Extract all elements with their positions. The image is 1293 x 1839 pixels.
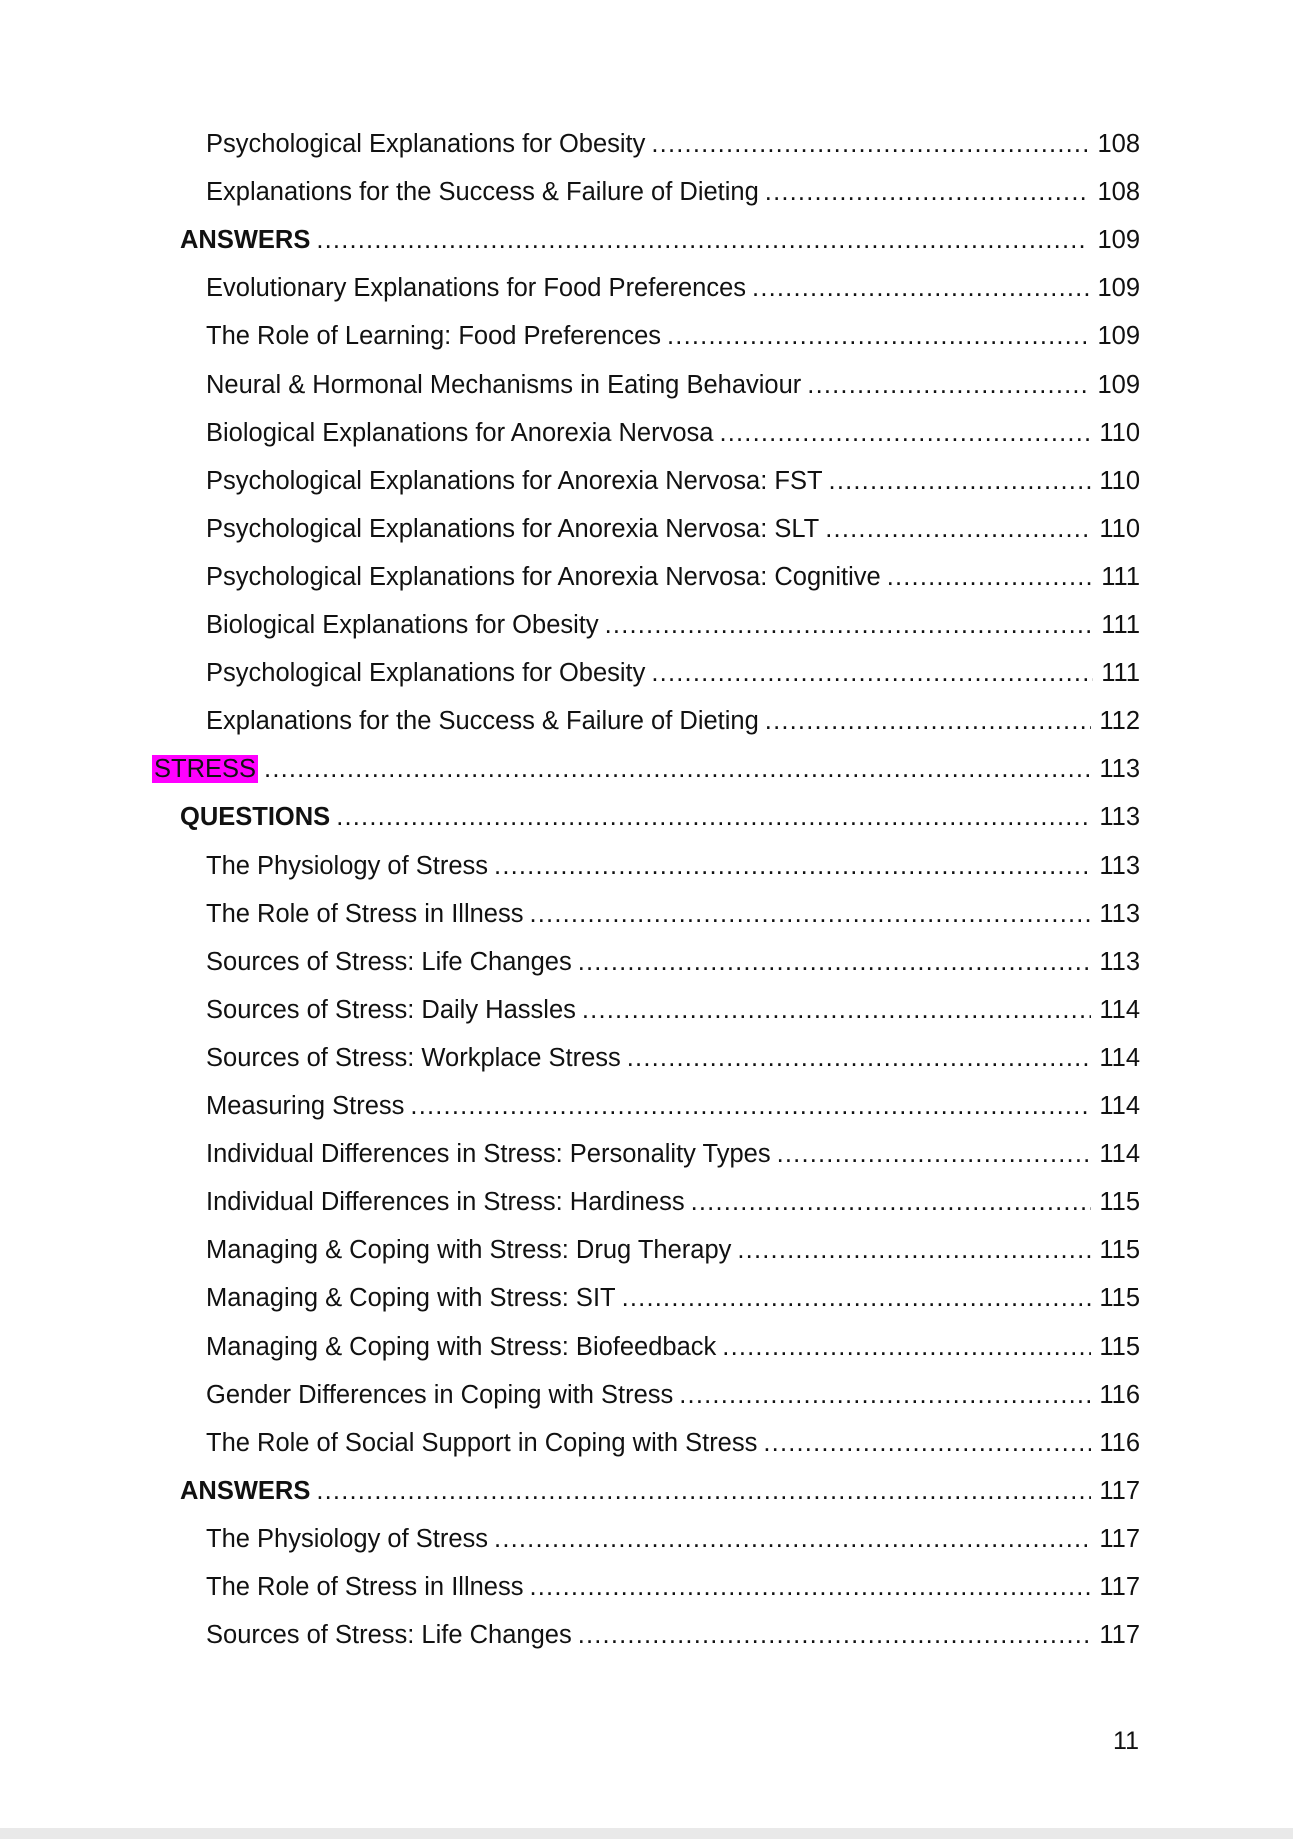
dot-leader — [722, 1327, 1091, 1367]
toc-entry-title: Managing & Coping with Stress: Drug Therapy — [206, 1236, 732, 1265]
toc-entry-title: Sources of Stress: Workplace Stress — [206, 1043, 621, 1072]
toc-entry[interactable] — [206, 1038, 1140, 1078]
toc-entry[interactable] — [180, 1471, 1140, 1511]
toc-entry[interactable] — [206, 413, 1140, 453]
toc-entry-page-number: 117 — [1099, 1476, 1140, 1505]
toc-entry-title: Psychological Explanations for Obesity — [206, 130, 646, 158]
toc-entry-title: Managing & Coping with Stress: Biofeedback — [206, 1332, 717, 1361]
toc-entry-page-number: 115 — [1099, 1284, 1140, 1313]
toc-entry-page-number: 114 — [1099, 1092, 1140, 1120]
toc-entry[interactable] — [154, 749, 1140, 789]
dot-leader — [316, 1471, 1091, 1511]
toc-entry-page-number: 117 — [1099, 1573, 1140, 1601]
toc-entry-title: Sources of Stress: Daily Hassles — [206, 995, 576, 1024]
toc-entry-page-number: 109 — [1097, 226, 1140, 255]
toc-entry-page-number: 113 — [1099, 947, 1140, 976]
toc-entry-title: Individual Differences in Stress: Personality Types — [206, 1140, 771, 1169]
dot-leader — [605, 605, 1094, 645]
toc-entry-page-number: 108 — [1097, 130, 1140, 158]
toc-entry[interactable] — [206, 557, 1140, 597]
dot-leader — [667, 316, 1089, 356]
dot-leader — [887, 557, 1094, 597]
toc-entry-page-number: 115 — [1099, 1188, 1140, 1217]
dot-leader — [494, 846, 1091, 886]
toc-entry[interactable] — [206, 894, 1140, 934]
toc-entry-page-number: 111 — [1101, 659, 1140, 688]
dot-leader — [691, 1182, 1092, 1222]
toc-entry-title: Psychological Explanations for Anorexia Nervosa: Cognitive — [206, 562, 881, 591]
dot-leader — [777, 1134, 1092, 1174]
toc-entry-title: The Physiology of Stress — [206, 1524, 489, 1553]
dot-leader — [494, 1519, 1091, 1559]
toc-entry[interactable] — [206, 701, 1140, 741]
toc-entry-page-number: 112 — [1099, 707, 1140, 736]
toc-entry-page-number: 110 — [1099, 418, 1140, 447]
toc-entry[interactable] — [206, 1567, 1140, 1607]
toc-entry[interactable] — [206, 1519, 1140, 1559]
toc-entry-title: Individual Differences in Stress: Hardiness — [206, 1188, 685, 1217]
dot-leader — [679, 1375, 1091, 1415]
toc-entry-title: The Role of Social Support in Coping with Stress — [206, 1428, 758, 1457]
toc-entry[interactable] — [206, 316, 1140, 356]
toc-entry-title: ANSWERS — [180, 1476, 311, 1505]
toc-entry[interactable] — [206, 605, 1140, 645]
toc-entry-title: Sources of Stress: Life Changes — [206, 1621, 572, 1650]
dot-leader — [765, 172, 1090, 212]
toc-entry[interactable] — [206, 846, 1140, 886]
toc-entry-page-number: 109 — [1097, 274, 1140, 303]
toc-entry-title: Biological Explanations for Anorexia Nervosa — [206, 418, 714, 447]
dot-leader — [622, 1278, 1092, 1318]
toc-entry-page-number: 108 — [1097, 178, 1140, 207]
toc-entry-page-number: 113 — [1099, 803, 1140, 832]
toc-entry[interactable] — [206, 1278, 1140, 1318]
dot-leader — [651, 653, 1093, 693]
toc-entry[interactable] — [206, 1327, 1140, 1367]
toc-entry-title: Explanations for the Success & Failure of Dieting — [206, 707, 759, 736]
toc-entry-page-number: 111 — [1101, 611, 1140, 639]
toc-entry-title: Neural & Hormonal Mechanisms in Eating Behaviour — [206, 370, 802, 399]
toc-entry-title: The Role of Stress in Illness — [206, 1573, 524, 1601]
toc-entry-page-number: 113 — [1099, 755, 1140, 784]
toc-entry[interactable] — [206, 461, 1140, 501]
page-number: 11 — [1113, 1727, 1139, 1755]
toc-entry-title: Managing & Coping with Stress: SIT — [206, 1284, 616, 1313]
toc-entry[interactable] — [206, 1423, 1140, 1463]
toc-entry[interactable] — [206, 124, 1140, 164]
dot-leader — [719, 413, 1091, 453]
toc-entry-page-number: 114 — [1099, 1043, 1140, 1072]
dot-leader — [763, 1423, 1091, 1463]
dot-leader — [578, 1615, 1092, 1655]
toc-entry-title: Biological Explanations for Obesity — [206, 611, 599, 639]
toc-entry-page-number: 116 — [1099, 1428, 1140, 1457]
toc-entry[interactable] — [206, 1134, 1140, 1174]
toc-entry-page-number: 114 — [1099, 1140, 1140, 1169]
dot-leader — [765, 701, 1092, 741]
dot-leader — [807, 365, 1089, 405]
toc-entry-page-number: 109 — [1097, 370, 1140, 399]
toc-entry-title: The Role of Stress in Illness — [206, 899, 524, 928]
toc-entry-title: Sources of Stress: Life Changes — [206, 947, 572, 976]
toc-entry[interactable] — [180, 797, 1140, 837]
toc-entry-page-number: 109 — [1097, 322, 1140, 351]
toc-entry[interactable] — [206, 1086, 1140, 1126]
viewer-bottom-bar — [0, 1828, 1293, 1839]
toc-entry-page-number: 113 — [1099, 899, 1140, 928]
toc-entry[interactable] — [206, 365, 1140, 405]
toc-entry-title: ANSWERS — [180, 226, 311, 255]
dot-leader — [578, 942, 1092, 982]
toc-entry-title: Measuring Stress — [206, 1092, 405, 1120]
dot-leader — [410, 1086, 1091, 1126]
toc-entry[interactable] — [206, 1182, 1140, 1222]
toc-entry[interactable] — [206, 942, 1140, 982]
toc-entry-title: The Physiology of Stress — [206, 851, 489, 880]
dot-leader — [627, 1038, 1092, 1078]
toc-entry-title: Evolutionary Explanations for Food Preferences — [206, 274, 747, 303]
toc-entry-title: The Role of Learning: Food Preferences — [206, 322, 662, 351]
toc-entry-title-highlighted — [154, 749, 264, 789]
toc-entry[interactable] — [206, 1230, 1140, 1270]
dot-leader — [529, 894, 1091, 934]
dot-leader — [737, 1230, 1091, 1270]
toc-entry-page-number: 113 — [1099, 851, 1140, 880]
toc-entry[interactable] — [180, 220, 1140, 260]
toc-entry-title: QUESTIONS — [180, 803, 331, 832]
dot-leader — [752, 268, 1089, 308]
toc-entry-page-number: 117 — [1099, 1524, 1140, 1553]
toc-entry-title: Gender Differences in Coping with Stress — [206, 1380, 674, 1409]
dot-leader — [336, 797, 1091, 837]
dot-leader — [316, 220, 1089, 260]
dot-leader — [829, 461, 1092, 501]
toc-entry-title: Psychological Explanations for Obesity — [206, 659, 646, 688]
toc-entry-page-number: 114 — [1099, 995, 1140, 1024]
toc-entry-page-number: 115 — [1099, 1236, 1140, 1265]
toc-entry[interactable] — [206, 268, 1140, 308]
dot-leader — [264, 749, 1091, 789]
text-highlight: STRESS — [154, 755, 257, 784]
toc-entry-page-number: 110 — [1099, 514, 1140, 543]
toc-entry-title: Explanations for the Success & Failure of Dieting — [206, 178, 759, 207]
toc-entry-page-number: 115 — [1099, 1332, 1140, 1361]
dot-leader — [582, 990, 1091, 1030]
toc-entry-page-number: 110 — [1099, 466, 1140, 495]
toc-entry[interactable] — [206, 990, 1140, 1030]
toc-entry[interactable] — [206, 509, 1140, 549]
dot-leader — [651, 124, 1089, 164]
toc-entry-page-number: 111 — [1101, 562, 1140, 591]
toc-entry-title: Psychological Explanations for Anorexia Nervosa: SLT — [206, 514, 820, 543]
toc-entry-page-number: 117 — [1099, 1621, 1140, 1650]
dot-leader — [529, 1567, 1091, 1607]
toc-entry-title: Psychological Explanations for Anorexia Nervosa: FST — [206, 466, 823, 495]
toc-entry-page-number: 116 — [1099, 1380, 1140, 1409]
dot-leader — [825, 509, 1091, 549]
toc-entry[interactable] — [206, 1615, 1140, 1655]
toc-entry[interactable] — [206, 653, 1140, 693]
toc-entry[interactable] — [206, 1375, 1140, 1415]
toc-entry[interactable] — [206, 172, 1140, 212]
